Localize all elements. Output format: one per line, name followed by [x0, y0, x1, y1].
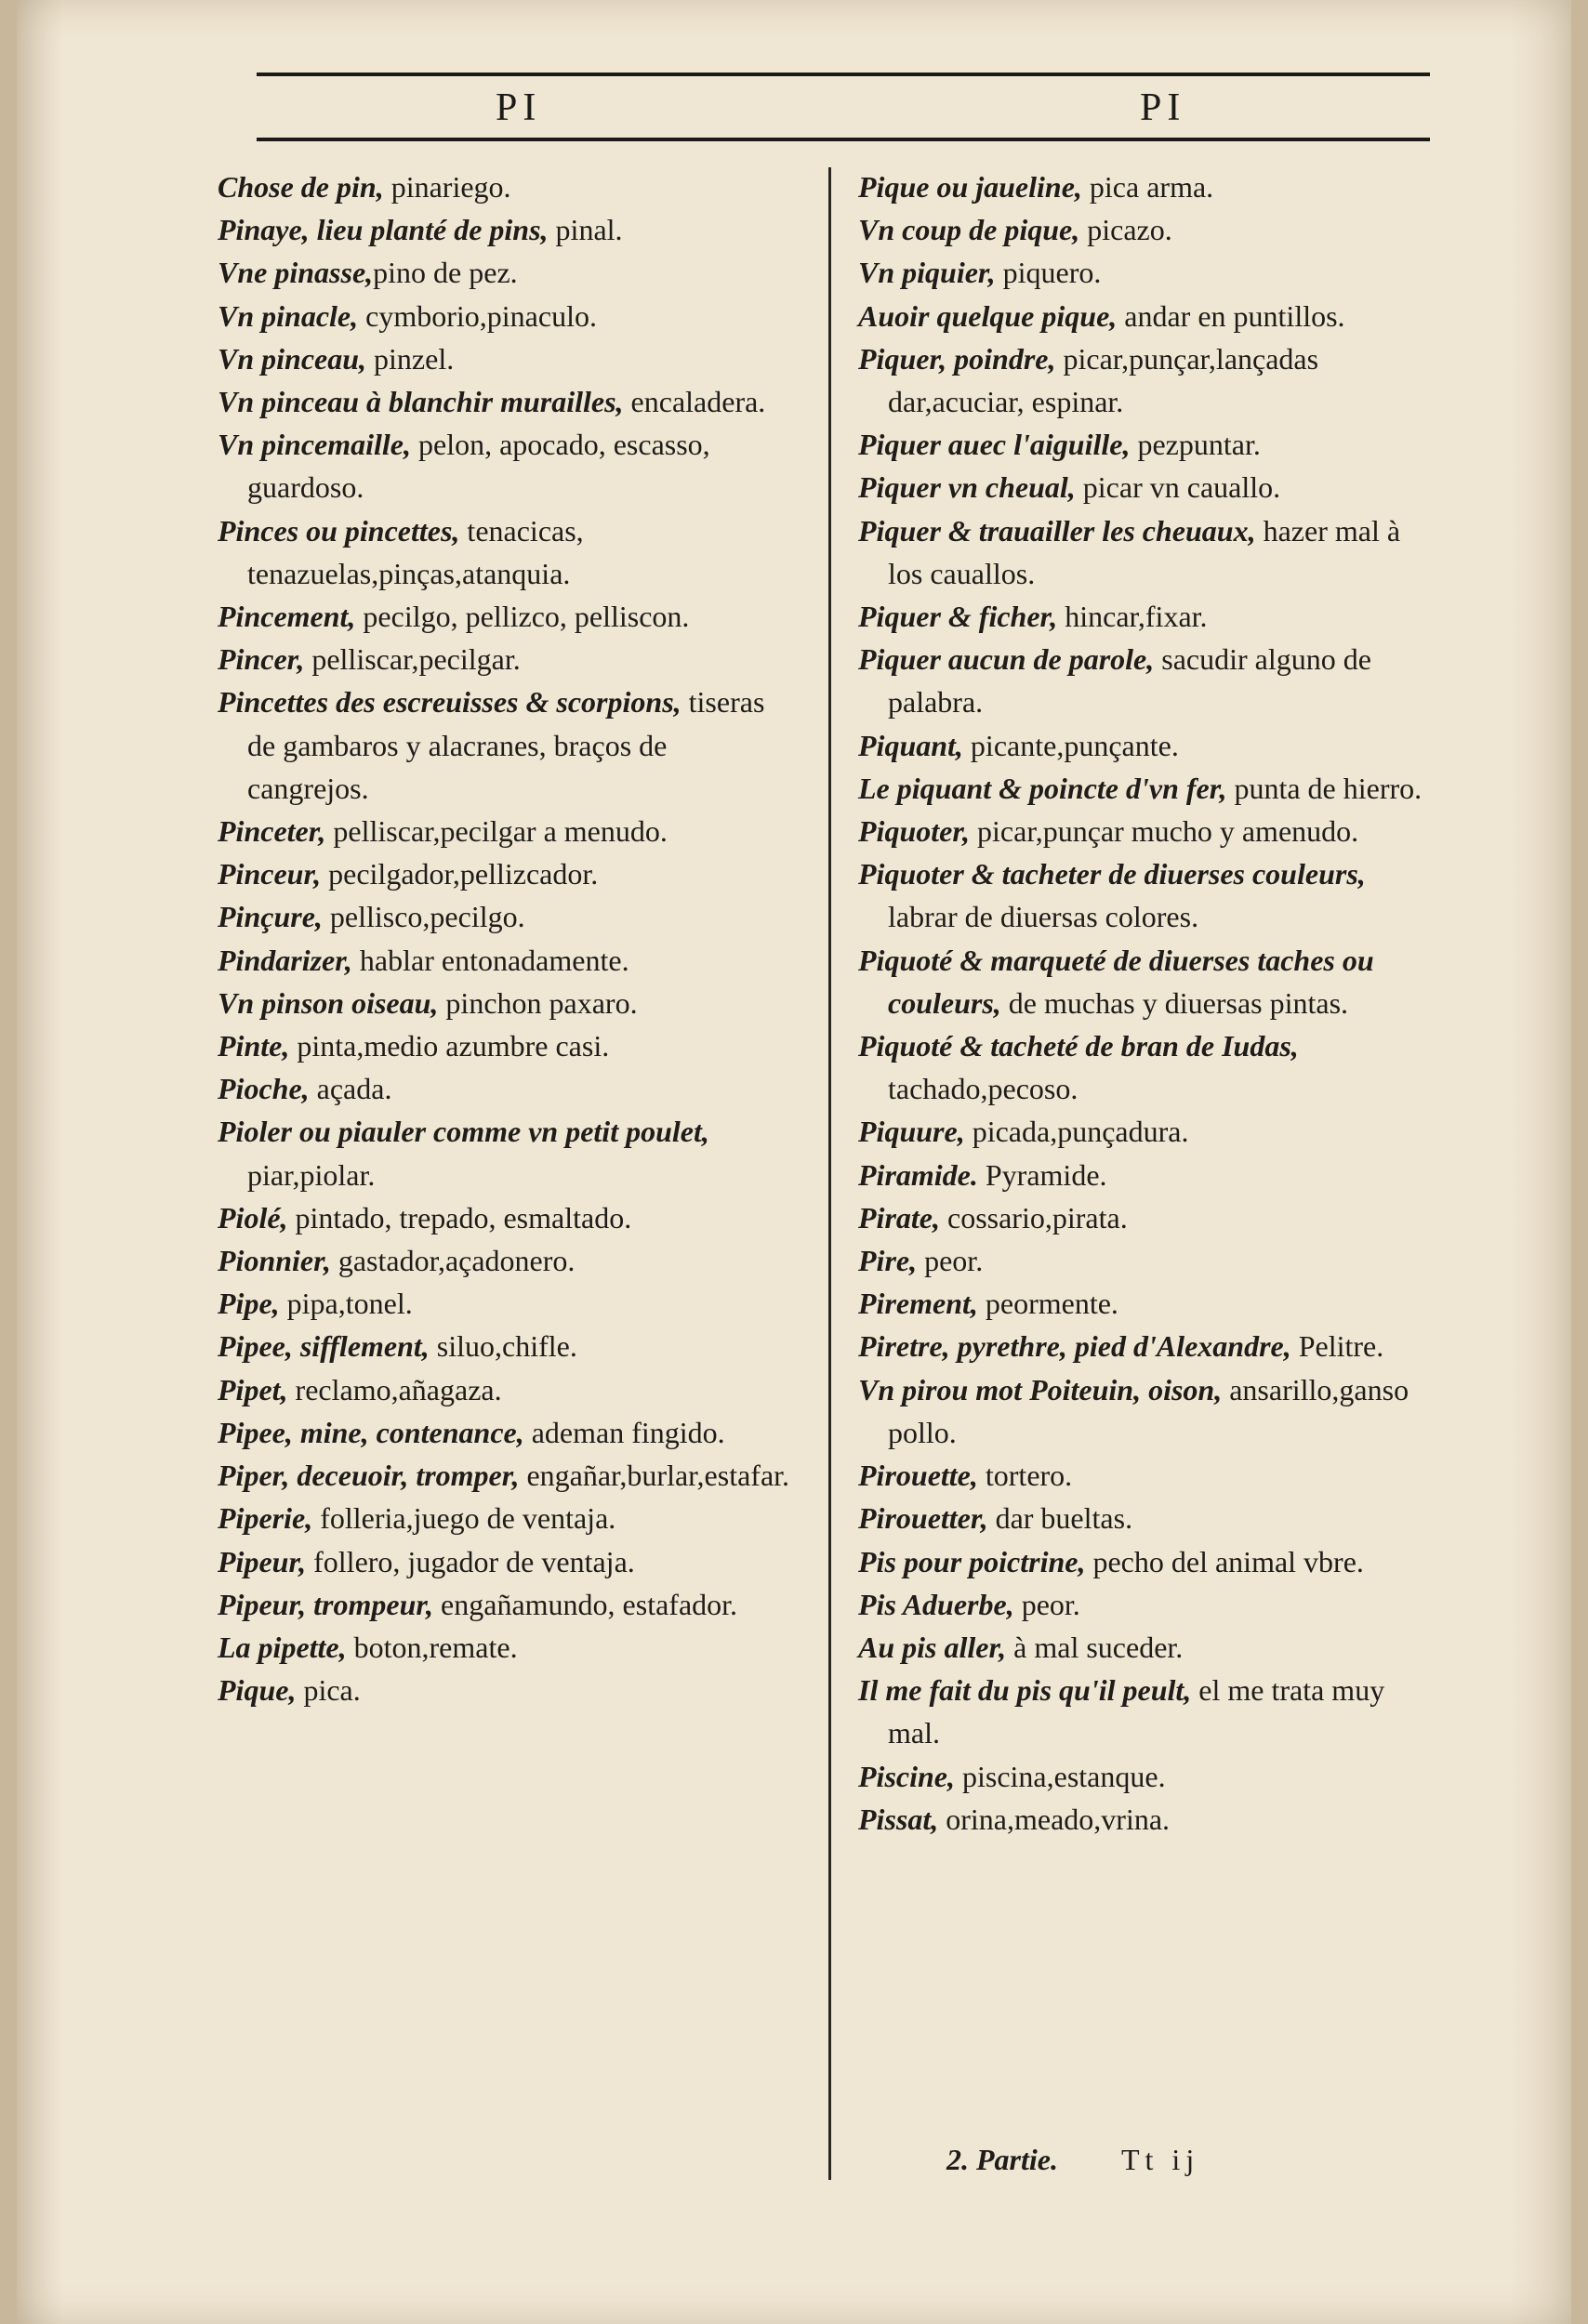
entry-headword: Pipet, — [218, 1372, 288, 1406]
column-separator — [828, 167, 831, 2180]
dictionary-entry — [218, 595, 794, 638]
entry-headword: Pincer, — [218, 642, 305, 677]
entry-headword: Vn pinacle, — [218, 298, 359, 333]
head-rule — [257, 138, 1430, 141]
dictionary-entry — [218, 1282, 794, 1325]
entry-translation: hincar,fixar. — [1057, 600, 1208, 634]
dictionary-entry — [858, 1196, 1435, 1239]
entry-translation: labrar de diuersas colores. — [888, 900, 1199, 934]
entry-headword: Pire, — [858, 1244, 918, 1278]
entry-headword: Pipee, mine, contenance, — [218, 1415, 524, 1449]
entry-headword: Pirement, — [858, 1287, 978, 1321]
entry-headword: Pirate, — [858, 1200, 940, 1235]
top-rule — [257, 73, 1430, 76]
dictionary-entry — [858, 810, 1435, 852]
page — [17, 0, 1571, 2324]
entry-translation: pica arma. — [1081, 170, 1214, 204]
dictionary-entry — [218, 1669, 794, 1711]
entry-headword: Pissat, — [858, 1802, 939, 1836]
dictionary-entry — [858, 165, 1435, 208]
dictionary-entry — [218, 1497, 794, 1539]
entry-headword: Pipee, sifflement, — [218, 1329, 430, 1364]
entry-headword: Piperie, — [218, 1501, 313, 1536]
entry-headword: Chose de pin, — [218, 170, 384, 204]
entry-headword: Vn pinceau à blanchir murailles, — [218, 385, 624, 419]
entry-headword: Vn pirou mot Poiteuin, oison, — [858, 1372, 1223, 1406]
entry-translation: gastador,açadonero. — [330, 1244, 576, 1278]
entry-headword: Pioche, — [218, 1072, 310, 1106]
running-head-right: PI — [1140, 86, 1186, 129]
entry-headword: Piquer vn cheual, — [858, 470, 1076, 505]
entry-headword: Auoir quelque pique, — [858, 298, 1118, 333]
right-column — [858, 165, 1435, 1841]
entry-translation: picar,punçar,lançadas dar,acuciar, espinar. — [888, 341, 1319, 419]
entry-headword: Pionnier, — [218, 1244, 331, 1278]
dictionary-entry — [218, 1626, 794, 1669]
dictionary-entry — [218, 295, 794, 337]
dictionary-entry — [858, 1154, 1435, 1196]
entry-headword: Piquoter, — [858, 814, 971, 849]
entry-translation: siluo,chifle. — [429, 1329, 577, 1364]
entry-translation: cymborio,pinaculo. — [358, 298, 597, 333]
entry-translation: punta de hierro. — [1226, 771, 1423, 805]
entry-translation: orina,meado,vrina. — [938, 1802, 1171, 1836]
footer-signature: Tt ij — [1120, 2143, 1200, 2176]
entry-translation: engañamundo, estafador. — [433, 1587, 738, 1621]
dictionary-entry — [858, 767, 1435, 810]
entry-translation: ademan fingido. — [523, 1415, 725, 1449]
entry-translation: pelliscar,pecilgar. — [304, 642, 521, 677]
entry-translation: pinchon paxaro. — [438, 985, 638, 1020]
dictionary-entry — [858, 724, 1435, 767]
entry-headword: Piquoter & tacheter de diuerses couleurs, — [858, 857, 1366, 891]
dictionary-entry — [858, 1454, 1435, 1497]
dictionary-entry — [218, 1454, 794, 1497]
entry-translation: peormente. — [977, 1287, 1118, 1321]
entry-headword: Piper, deceuoir, tromper, — [218, 1459, 520, 1493]
entry-headword: Pincettes des escreuisses & scorpions, — [218, 685, 682, 720]
entry-translation: piscina,estanque. — [954, 1759, 1166, 1793]
entry-translation: pinzel. — [366, 341, 455, 376]
entry-translation: tortero. — [977, 1459, 1073, 1493]
entry-translation: pellisco,pecilgo. — [322, 900, 525, 934]
dictionary-entry — [218, 509, 794, 595]
dictionary-entry — [858, 1497, 1435, 1539]
entry-translation: pelon, apocado, escasso, guardoso. — [247, 428, 710, 505]
dictionary-entry — [858, 1626, 1435, 1669]
dictionary-entry — [218, 638, 794, 680]
entry-headword: Vn pinson oiseau, — [218, 985, 439, 1020]
entry-headword: Pis Aduerbe, — [858, 1587, 1014, 1621]
dictionary-entry — [218, 939, 794, 982]
dictionary-entry — [218, 1411, 794, 1454]
entry-translation: pica. — [296, 1673, 361, 1708]
entry-headword: Au pis aller, — [858, 1630, 1007, 1664]
entry-headword: Vn coup de pique, — [858, 213, 1080, 247]
entry-translation: andar en puntillos. — [1117, 298, 1345, 333]
entry-translation: peor. — [917, 1244, 984, 1278]
dictionary-entry — [858, 1325, 1435, 1367]
dictionary-entry — [218, 337, 794, 380]
entry-translation: sacudir alguno de palabra. — [888, 642, 1371, 720]
page-footer — [946, 2143, 1199, 2177]
entry-translation: pecilgo, pellizco, pelliscon. — [355, 600, 690, 634]
entry-translation: açada. — [309, 1072, 392, 1106]
dictionary-entry — [218, 1110, 794, 1195]
entry-translation: pino de pez. — [373, 256, 518, 290]
entry-headword: Vn pincemaille, — [218, 428, 411, 462]
dictionary-entry — [858, 466, 1435, 508]
entry-headword: Le piquant & poincte d'vn fer, — [858, 771, 1227, 805]
entry-headword: Piquure, — [858, 1115, 965, 1149]
entry-headword: Pioler ou piauler comme vn petit poulet, — [218, 1115, 709, 1149]
dictionary-entry — [858, 1368, 1435, 1454]
entry-headword: Piretre, pyrethre, pied d'Alexandre, — [858, 1329, 1291, 1364]
entry-headword: Piquoté & tacheté de bran de Iudas, — [858, 1029, 1299, 1063]
footer-part: 2. Partie. — [946, 2143, 1058, 2176]
entry-headword: Pinceter, — [218, 814, 326, 849]
dictionary-entry — [218, 165, 794, 208]
entry-translation: pinal. — [548, 213, 623, 247]
dictionary-entry — [858, 295, 1435, 337]
entry-headword: Piquer auec l'aiguille, — [858, 428, 1131, 462]
dictionary-entry — [218, 982, 794, 1024]
entry-headword: Pinçure, — [218, 900, 323, 934]
dictionary-entry — [218, 1239, 794, 1282]
dictionary-entry — [218, 680, 794, 810]
entry-translation: pecilgador,pellizcador. — [321, 857, 599, 891]
entry-headword: Pinte, — [218, 1029, 290, 1063]
entry-translation: boton,remate. — [346, 1630, 518, 1664]
entry-translation: el me trata muy mal. — [888, 1673, 1385, 1750]
dictionary-entry — [858, 1669, 1435, 1754]
dictionary-entry — [218, 895, 794, 938]
entry-headword: Il me fait du pis qu'il peult, — [858, 1673, 1192, 1708]
dictionary-entry — [858, 595, 1435, 638]
dictionary-entry — [858, 1755, 1435, 1798]
entry-translation: reclamo,añagaza. — [287, 1372, 502, 1406]
left-column — [218, 165, 794, 1711]
dictionary-entry — [858, 1110, 1435, 1153]
entry-translation: ansarillo,ganso pollo. — [888, 1372, 1409, 1449]
entry-translation: tachado,pecoso. — [888, 1072, 1079, 1106]
entry-translation: hablar entonadamente. — [351, 943, 629, 977]
dictionary-entry — [858, 208, 1435, 251]
entry-headword: Pincement, — [218, 600, 356, 634]
entry-headword: Piramide. — [858, 1157, 978, 1192]
entry-translation: follero, jugador de ventaja. — [306, 1544, 635, 1578]
dictionary-entry — [858, 337, 1435, 423]
entry-headword: Pindarizer, — [218, 943, 352, 977]
entry-translation: tiseras de gambaros y alacranes, braços de cangrejos. — [247, 685, 765, 805]
entry-headword: Pipe, — [218, 1287, 280, 1321]
entry-translation: picar,punçar mucho y amenudo. — [970, 814, 1359, 849]
entry-translation: pinariego. — [383, 170, 511, 204]
entry-headword: Vne pinasse, — [218, 256, 374, 290]
entry-translation: pintado, trepado, esmaltado. — [287, 1200, 632, 1235]
dictionary-entry — [858, 1024, 1435, 1110]
entry-translation: cossario,pirata. — [939, 1200, 1128, 1235]
dictionary-entry — [858, 251, 1435, 294]
dictionary-entry — [218, 810, 794, 852]
entry-translation: à mal suceder. — [1006, 1630, 1184, 1664]
dictionary-entry — [218, 1067, 794, 1110]
dictionary-entry — [858, 1798, 1435, 1841]
dictionary-entry — [858, 638, 1435, 723]
dictionary-entry — [858, 423, 1435, 466]
entry-headword: Piquoté & marqueté de diuerses taches ou couleurs, — [858, 943, 1374, 1020]
dictionary-entry — [218, 380, 794, 423]
entry-translation: piar,piolar. — [247, 1157, 376, 1192]
entry-headword: Pis pour poictrine, — [858, 1544, 1086, 1578]
dictionary-entry — [218, 852, 794, 895]
entry-translation: Pyramide. — [977, 1157, 1107, 1192]
entry-headword: Pipeur, trompeur, — [218, 1587, 434, 1621]
entry-translation: picante,punçante. — [962, 728, 1179, 762]
entry-headword: Vn piquier, — [858, 256, 996, 290]
dictionary-entry — [218, 208, 794, 251]
dictionary-entry — [218, 1583, 794, 1626]
entry-translation: de muchas y diuersas pintas. — [1000, 985, 1349, 1020]
entry-headword: Piquer & trauailler les cheuaux, — [858, 513, 1256, 548]
dictionary-entry — [218, 1024, 794, 1067]
entry-translation: pezpuntar. — [1130, 428, 1261, 462]
dictionary-entry — [858, 939, 1435, 1024]
entry-headword: Pinceur, — [218, 857, 322, 891]
dictionary-entry — [858, 1540, 1435, 1583]
entry-headword: Pirouette, — [858, 1459, 978, 1493]
entry-translation: folleria,juego de ventaja. — [312, 1501, 616, 1536]
dictionary-entry — [858, 1239, 1435, 1282]
entry-headword: Pique ou jaueline, — [858, 170, 1082, 204]
dictionary-entry — [858, 1583, 1435, 1626]
entry-headword: La pipette, — [218, 1630, 347, 1664]
entry-translation: encaladera. — [623, 385, 766, 419]
entry-translation: tenacicas, tenazuelas,pinças,atanquia. — [247, 513, 584, 590]
entry-translation: picada,punçadura. — [964, 1115, 1189, 1149]
dictionary-entry — [218, 1325, 794, 1367]
running-head-left: PI — [496, 86, 542, 129]
dictionary-entry — [858, 852, 1435, 938]
entry-headword: Pipeur, — [218, 1544, 307, 1578]
entry-translation: picazo. — [1079, 213, 1172, 247]
entry-translation: pecho del animal vbre. — [1085, 1544, 1364, 1578]
entry-headword: Piquer aucun de parole, — [858, 642, 1155, 677]
entry-headword: Pique, — [218, 1673, 297, 1708]
entry-headword: Piquer, poindre, — [858, 341, 1056, 376]
entry-translation: pipa,tonel. — [279, 1287, 413, 1321]
entry-translation: picar vn cauallo. — [1075, 470, 1281, 505]
entry-headword: Piolé, — [218, 1200, 288, 1235]
entry-translation: pelliscar,pecilgar a menudo. — [325, 814, 668, 849]
entry-translation: engañar,burlar,estafar. — [519, 1459, 790, 1493]
entry-headword: Pirouetter, — [858, 1501, 988, 1536]
entry-headword: Vn pinceau, — [218, 341, 367, 376]
dictionary-entry — [218, 1540, 794, 1583]
entry-translation: dar bueltas. — [987, 1501, 1133, 1536]
entry-headword: Piquant, — [858, 728, 963, 762]
dictionary-entry — [218, 1368, 794, 1411]
entry-headword: Pinces ou pincettes, — [218, 513, 460, 548]
entry-translation: piquero. — [995, 256, 1102, 290]
entry-translation: peor. — [1013, 1587, 1080, 1621]
dictionary-entry — [858, 1282, 1435, 1325]
dictionary-entry — [218, 251, 794, 294]
entry-translation: pinta,medio azumbre casi. — [289, 1029, 610, 1063]
dictionary-entry — [218, 1196, 794, 1239]
dictionary-entry — [218, 423, 794, 508]
entry-headword: Piscine, — [858, 1759, 955, 1793]
dictionary-entry — [858, 509, 1435, 595]
entry-translation: hazer mal à los cauallos. — [888, 513, 1401, 590]
entry-headword: Piquer & ficher, — [858, 600, 1058, 634]
entry-translation: Pelitre. — [1290, 1329, 1384, 1364]
entry-headword: Pinaye, lieu planté de pins, — [218, 213, 549, 247]
